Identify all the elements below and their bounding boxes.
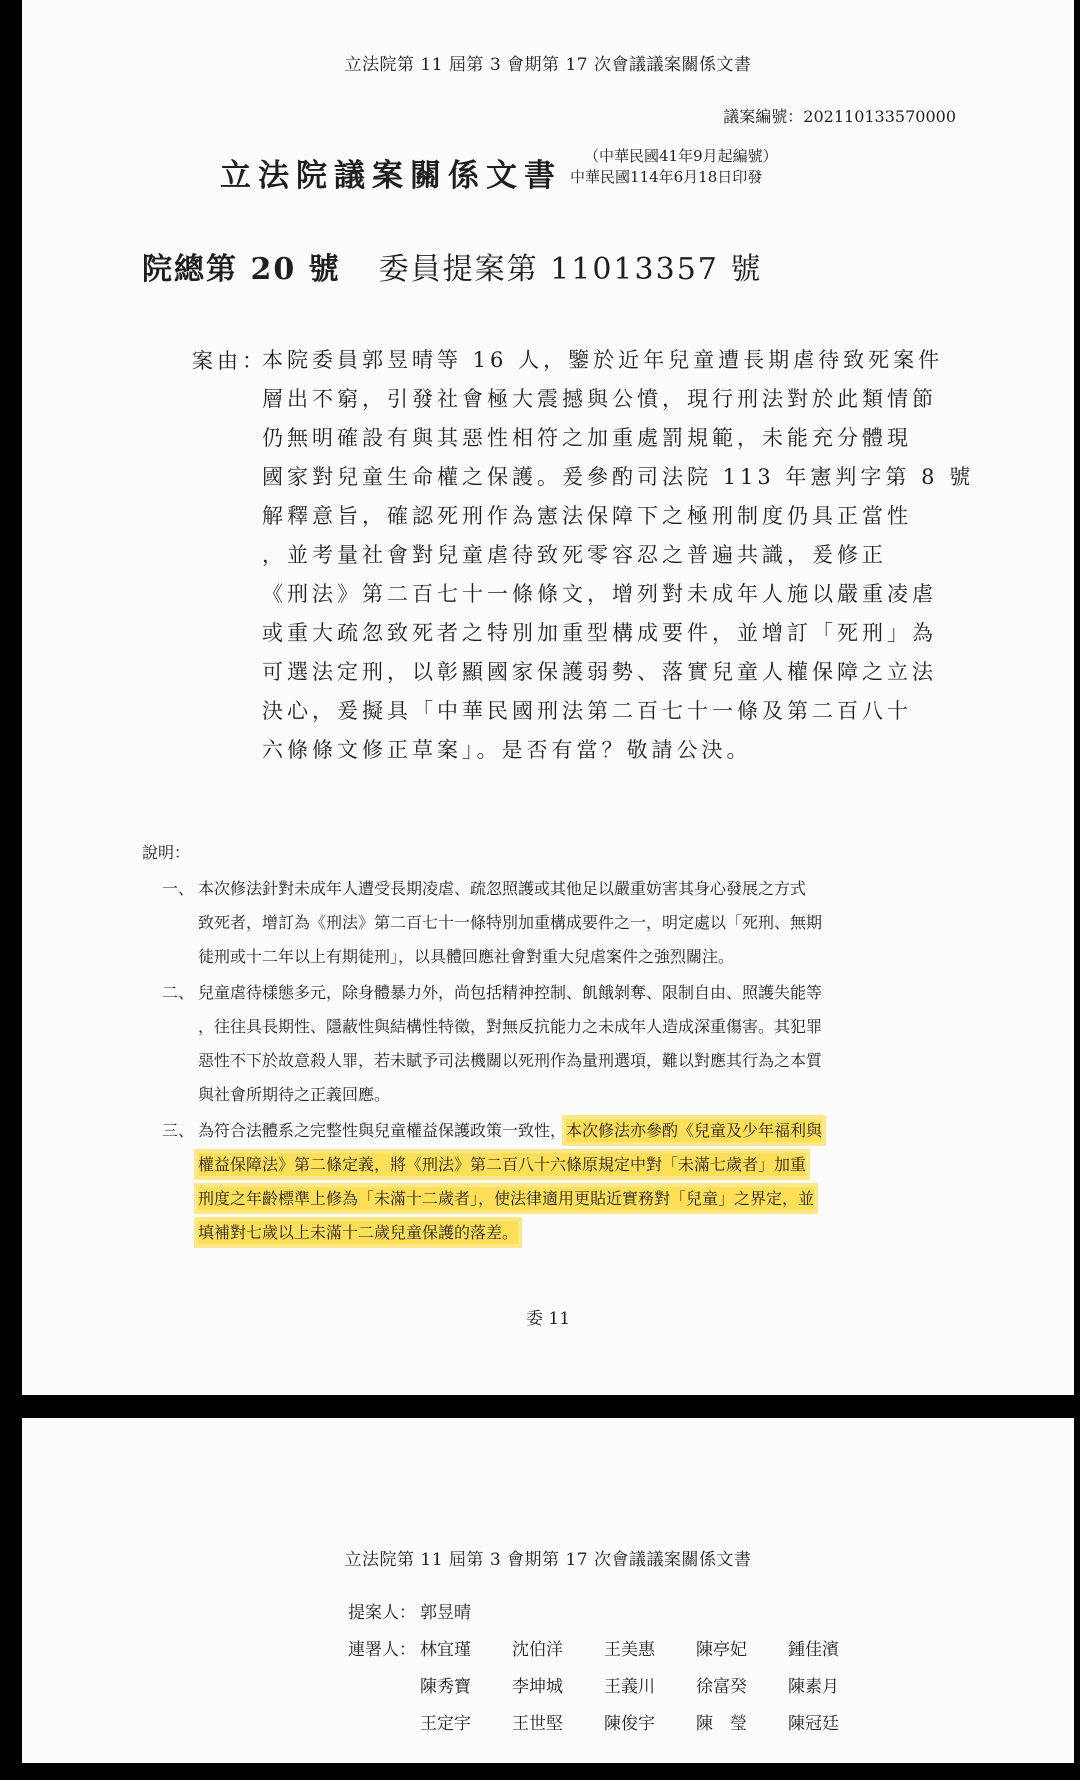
numbering-note: （中華民國41年9月起編號） (584, 147, 778, 165)
reason-line: 本院委員郭昱晴等 16 人，鑒於近年兒童遭長期虐待致死案件 (262, 348, 944, 372)
item-line: 徒刑或十二年以上有期徒刑」，以具體回應社會對重大兒虐案件之強烈關注。 (198, 947, 735, 966)
proposer-name: 郭昱晴 (420, 1603, 471, 1623)
item-number: 二、 (162, 983, 195, 1002)
cosigner-name: 王定宇 (420, 1714, 471, 1734)
cosigner-name: 徐富癸 (696, 1677, 747, 1697)
signatories (348, 1598, 880, 1746)
reason-line: 可選法定刑，以彰顯國家保護弱勢、落實兒童人權保障之立法 (262, 660, 937, 684)
item-number: 一、 (162, 879, 195, 898)
cosigner-name: 王義川 (604, 1677, 655, 1697)
reason-line: 《刑法》第二百七十一條條文，增列對未成年人施以嚴重凌虐 (262, 582, 937, 606)
case-number-line (142, 244, 762, 288)
cosigner-label: 連署人： (348, 1640, 416, 1660)
page-number: 委 11 (525, 1309, 571, 1329)
item-line: 本次修法針對未成年人遭受長期凌虐、疏忽照護或其他足以嚴重妨害其身心發展之方式 (198, 879, 807, 898)
reason-line: 六條條文修正草案」。是否有當？敬請公決。 (262, 738, 752, 762)
print-date: 中華民國114年6月18日印發 (570, 168, 763, 186)
general-case-number: 院總第 20 號 (142, 252, 341, 287)
cosigner-name: 王世堅 (512, 1714, 563, 1734)
cosigner-name: 陳素月 (788, 1677, 839, 1697)
highlighted-text: 權益保障法》第二條定義，將《刑法》第二百八十六條原規定中對「未滿七歲者」加重 (198, 1155, 807, 1174)
explanation-item-1 (162, 872, 982, 974)
cosigner-name: 陳冠廷 (788, 1714, 839, 1734)
document-page-1 (22, 0, 1074, 1395)
cosigner-name: 李坤城 (512, 1677, 563, 1697)
reason-line: 解釋意旨，確認死刑作為憲法保障下之極刑制度仍具正當性 (262, 504, 912, 528)
highlighted-text: 刑度之年齡標準上修為「未滿十二歲者」，使法律適用更貼近實務對「兒童」之界定，並 (198, 1189, 815, 1208)
explanation-item-3 (162, 1114, 982, 1250)
item-line: 為符合法體系之完整性與兒童權益保護政策一致性， (198, 1121, 567, 1140)
running-header: 立法院第 11 屆第 3 會期第 17 次會議議案關係文書 (344, 55, 752, 75)
explanation-item-2 (162, 976, 982, 1112)
cosigner-name: 陳秀寶 (420, 1677, 471, 1697)
reason-label: 案由： (192, 349, 267, 373)
cosigner-name: 陳亭妃 (696, 1640, 747, 1660)
document-title: 立法院議案關係文書 (220, 158, 562, 194)
cosigner-name: 陳 瑩 (696, 1714, 747, 1734)
proposal-number: 委員提案第 11013357 號 (378, 252, 763, 287)
item-line: ，往往具長期性、隱蔽性與結構性特徵，對無反抗能力之未成年人造成深重傷害。其犯罪 (198, 1017, 823, 1036)
reason-line: 層出不窮，引發社會極大震撼與公憤，現行刑法對於此類情節 (262, 387, 937, 411)
item-line: 致死者，增訂為《刑法》第二百七十一條特別加重構成要件之一，明定處以「死刑、無期 (198, 913, 823, 932)
reason-line: 仍無明確設有與其惡性相符之加重處罰規範，未能充分體現 (262, 426, 912, 450)
cosigner-name: 林宜瑾 (420, 1640, 471, 1660)
item-number: 三、 (162, 1121, 195, 1140)
highlighted-text: 本次修法亦參酌《兒童及少年福利與 (566, 1121, 823, 1140)
document-page-2 (22, 1418, 1074, 1763)
proposer-label: 提案人： (348, 1603, 416, 1623)
bill-number: 議案編號：202110133570000 (723, 107, 956, 126)
cosigner-name: 陳俊宇 (604, 1714, 655, 1734)
reason-line: ，並考量社會對兒童虐待致死零容忍之普遍共識，爰修正 (262, 543, 887, 567)
reason-line: 國家對兒童生命權之保護。爰參酌司法院 113 年憲判字第 8 號 (262, 465, 975, 489)
cosigner-name: 王美惠 (604, 1640, 655, 1660)
cosigner-name: 鍾佳濱 (788, 1640, 839, 1660)
item-line: 與社會所期待之正義回應。 (198, 1085, 391, 1104)
highlighted-text: 填補對七歲以上未滿十二歲兒童保護的落差。 (198, 1223, 519, 1242)
cosigner-name: 沈伯洋 (512, 1640, 563, 1660)
reason-line: 決心，爰擬具「中華民國刑法第二百七十一條及第二百八十 (262, 699, 912, 723)
item-line: 兒童虐待樣態多元，除身體暴力外，尚包括精神控制、飢餓剝奪、限制自由、照護失能等 (198, 983, 823, 1002)
reason-line: 或重大疏忽致死者之特別加重型構成要件，並增訂「死刑」為 (262, 621, 937, 645)
item-line: 惡性不下於故意殺人罪，若未賦予司法機關以死刑作為量刑選項，難以對應其行為之本質 (198, 1051, 823, 1070)
running-header: 立法院第 11 屆第 3 會期第 17 次會議議案關係文書 (344, 1550, 752, 1570)
reason-text (262, 341, 975, 770)
explanation-label: 說明： (142, 843, 191, 862)
